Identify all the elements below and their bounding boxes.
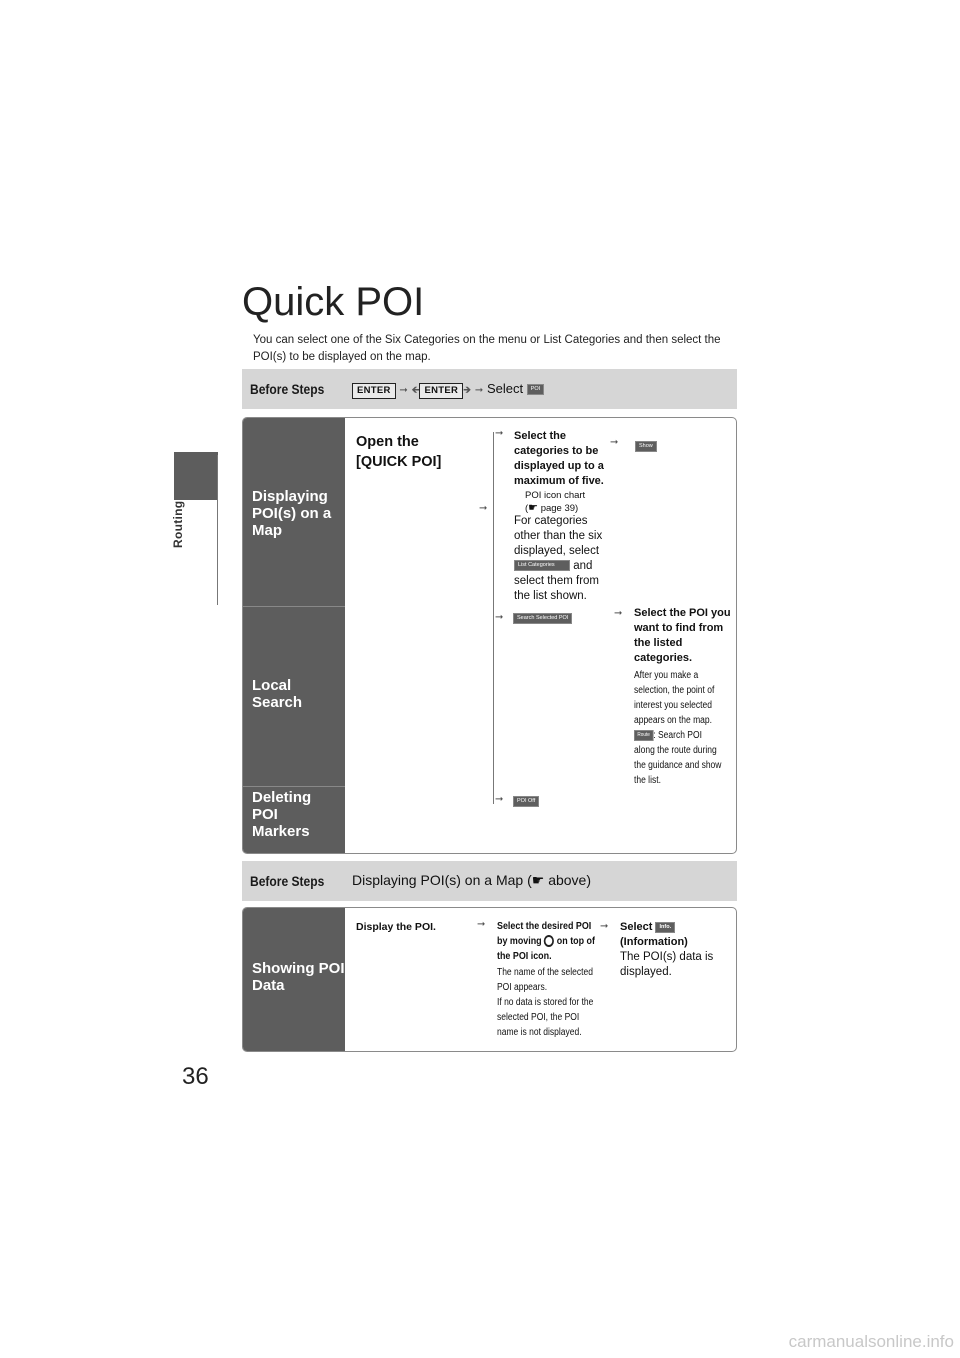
joystick-icon bbox=[544, 935, 554, 947]
select-desired-text-2: on top of the POI icon. bbox=[497, 935, 595, 962]
name-appears-note: The name of the selected POI appears. bbox=[497, 967, 593, 993]
poi-off-chip: POI Off bbox=[513, 796, 539, 807]
display-poi-step: Display the POI. bbox=[356, 921, 436, 933]
route-note bbox=[634, 728, 722, 788]
quick-poi-panel bbox=[242, 417, 737, 854]
select-desired-text-1: Select the desired POI by moving bbox=[497, 920, 592, 947]
poi-button-chip: POI bbox=[527, 384, 544, 395]
list-categories-chip: List Categories bbox=[514, 560, 570, 571]
arrow-right-icon: ➞ bbox=[614, 608, 623, 619]
arrow-right-icon: ➞ bbox=[495, 794, 504, 805]
information-text: (Information) bbox=[620, 936, 688, 948]
arrow-right-icon: ➞ bbox=[600, 921, 609, 932]
arrow-right-icon: ➞ bbox=[610, 437, 619, 448]
arrow-right-icon: ➞ bbox=[474, 385, 484, 396]
section-local-label: Local Search bbox=[252, 677, 303, 711]
show-button-chip: Show bbox=[635, 441, 657, 452]
poi-icon-chart-ref: POI icon chart (☛ page 39) bbox=[525, 490, 586, 514]
flow-line bbox=[493, 432, 494, 804]
arrow-right-icon: ➞ bbox=[399, 385, 408, 396]
before-steps-bar-2 bbox=[242, 861, 737, 901]
select-text: Select bbox=[486, 381, 524, 396]
before-steps-reference bbox=[352, 872, 591, 889]
before-steps-text-end: above) bbox=[548, 872, 591, 888]
arrow-left-icon: 🡸 bbox=[411, 385, 420, 396]
data-displayed-note: The POI(s) data is displayed. bbox=[620, 951, 714, 978]
other-categories-note bbox=[514, 514, 609, 604]
enter-key-2: ENTER bbox=[419, 383, 463, 399]
route-note-text: : Search POI along the route during the guidance and show the list. bbox=[634, 730, 722, 786]
intro-text: You can select one of the Six Categories on the menu or List Categories and then select the POI(s) to be displayed on the map. bbox=[253, 334, 721, 363]
enter-key: ENTER bbox=[352, 383, 396, 399]
reference-hand-icon: ☛ bbox=[528, 502, 539, 514]
arrow-right-icon: ➞ bbox=[495, 428, 504, 439]
section-tab-label: Routing bbox=[171, 500, 185, 548]
poi-icon-chart-text: POI icon chart bbox=[525, 490, 586, 501]
section-showing-label: Showing POI Data bbox=[252, 960, 345, 994]
before-steps-sequence bbox=[352, 381, 544, 400]
other-categories-text-1: For categories other than the six displayed, select bbox=[514, 515, 603, 557]
open-quick-poi-step: Open the [QUICK POI] bbox=[356, 434, 442, 470]
section-local-search bbox=[243, 607, 345, 787]
search-selected-poi-chip: Search Selected POI bbox=[513, 613, 572, 624]
select-categories-step: Select the categories to be displayed up to a maximum of five. bbox=[514, 430, 604, 487]
section-displaying bbox=[243, 418, 345, 607]
arrow-right-icon: 🡺 bbox=[463, 385, 472, 396]
section-deleting-label: Deleting POI Markers bbox=[252, 789, 312, 840]
section-deleting bbox=[243, 787, 345, 853]
info-button-chip: Info. bbox=[655, 922, 675, 933]
show-poi-data-panel bbox=[242, 907, 737, 1052]
watermark: carmanualsonline.info bbox=[788, 1332, 954, 1351]
section-displaying-label: Displaying POI(s) on a Map bbox=[252, 488, 332, 539]
select-desired-poi-step bbox=[497, 919, 599, 964]
no-data-note: If no data is stored for the selected POI, the POI name is not displayed. bbox=[497, 997, 594, 1038]
page-number: 36 bbox=[182, 1063, 209, 1090]
arrow-right-icon: ➞ bbox=[495, 612, 504, 623]
arrow-right-icon: ➞ bbox=[477, 919, 486, 930]
select-poi-step: Select the POI you want to find from the listed categories. bbox=[634, 607, 731, 664]
before-steps-label-2: Before Steps bbox=[250, 873, 325, 889]
select-info-text: Select bbox=[620, 921, 653, 933]
reference-hand-icon: ☛ bbox=[531, 872, 545, 888]
page-title: Quick POI bbox=[242, 280, 425, 324]
other-categories-text-2: and select them from the list shown. bbox=[514, 560, 599, 602]
select-info-step bbox=[620, 920, 730, 950]
section-tab bbox=[174, 452, 218, 500]
after-selection-note: After you make a selection, the point of interest you selected appears on the map. bbox=[634, 670, 715, 726]
before-steps-label: Before Steps bbox=[250, 381, 325, 397]
arrow-right-icon: ➞ bbox=[479, 503, 488, 514]
before-steps-bar bbox=[242, 369, 737, 409]
poi-icon-chart-page: page 39) bbox=[540, 503, 579, 514]
section-tab-rule bbox=[217, 455, 218, 605]
route-button-chip: Route bbox=[634, 730, 653, 741]
before-steps-text: Displaying POI(s) on a Map ( bbox=[352, 872, 532, 888]
